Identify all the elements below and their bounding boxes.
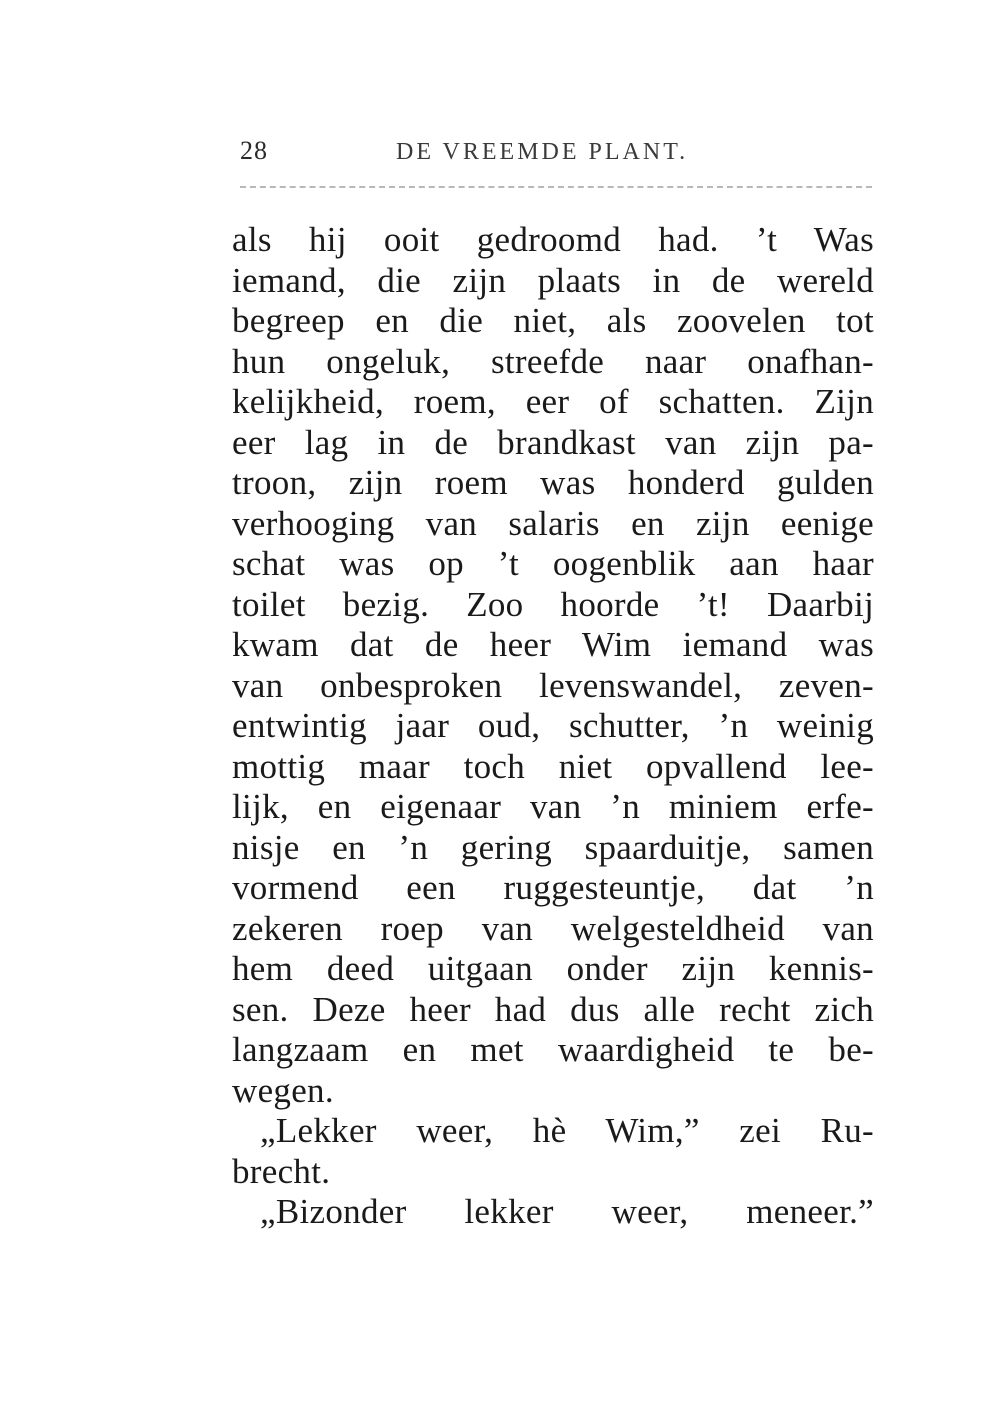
running-head [240,136,760,176]
text-line: kelijkheid, roem, eer of schatten. Zijn [232,382,874,421]
text-line: zekeren roep van welgesteldheid van [232,908,874,948]
text-line: hun ongeluk, streefde naar onafhan- [232,341,874,381]
text-line: verhooging van salaris en zijn eenige [232,503,874,543]
text-line: iemand, die zijn plaats in de wereld [232,260,874,300]
text-line: lijk, en eigenaar van ’n miniem erfe- [232,787,874,826]
dialogue-line-end: brecht. [232,1151,331,1191]
text-line: vormend een ruggesteuntje, dat ’n [232,868,874,907]
text-line: als hij ooit gedroomd had. ’t Was [232,220,874,259]
text-line: van onbesproken levenswandel, zeven- [232,665,874,705]
text-line: toilet bezig. Zoo hoorde ’t! Daarbij [232,584,874,624]
text-line: sen. Deze heer had dus alle recht zich [232,989,874,1029]
text-line: entwintig jaar oud, schutter, ’n weinig [232,706,874,745]
header-rule [240,186,872,188]
text-line: begreep en die niet, als zoovelen tot [232,301,874,340]
text-line-paragraph-end: wegen. [232,1070,334,1110]
text-line: mottig maar toch niet opvallend lee- [232,746,874,786]
text-line: troon, zijn roem was honderd gulden [232,463,874,502]
text-line: nisje en ’n gering spaarduitje, samen [232,827,874,867]
text-line: kwam dat de heer Wim iemand was [232,625,874,664]
dialogue-line: „Bizonder lekker weer, meneer.” [260,1192,874,1231]
text-line: hem deed uitgaan onder zijn kennis- [232,949,874,988]
page-number: 28 [240,136,268,165]
text-line: eer lag in de brandkast van zijn pa- [232,422,874,462]
text-line: langzaam en met waardigheid te be- [232,1030,874,1069]
running-title: DE VREEMDE PLANT. [396,139,689,165]
text-line: schat was op ’t oogenblik aan haar [232,544,874,583]
body-text [232,220,874,1233]
dialogue-line: „Lekker weer, hè Wim,” zei Ru- [260,1111,874,1150]
